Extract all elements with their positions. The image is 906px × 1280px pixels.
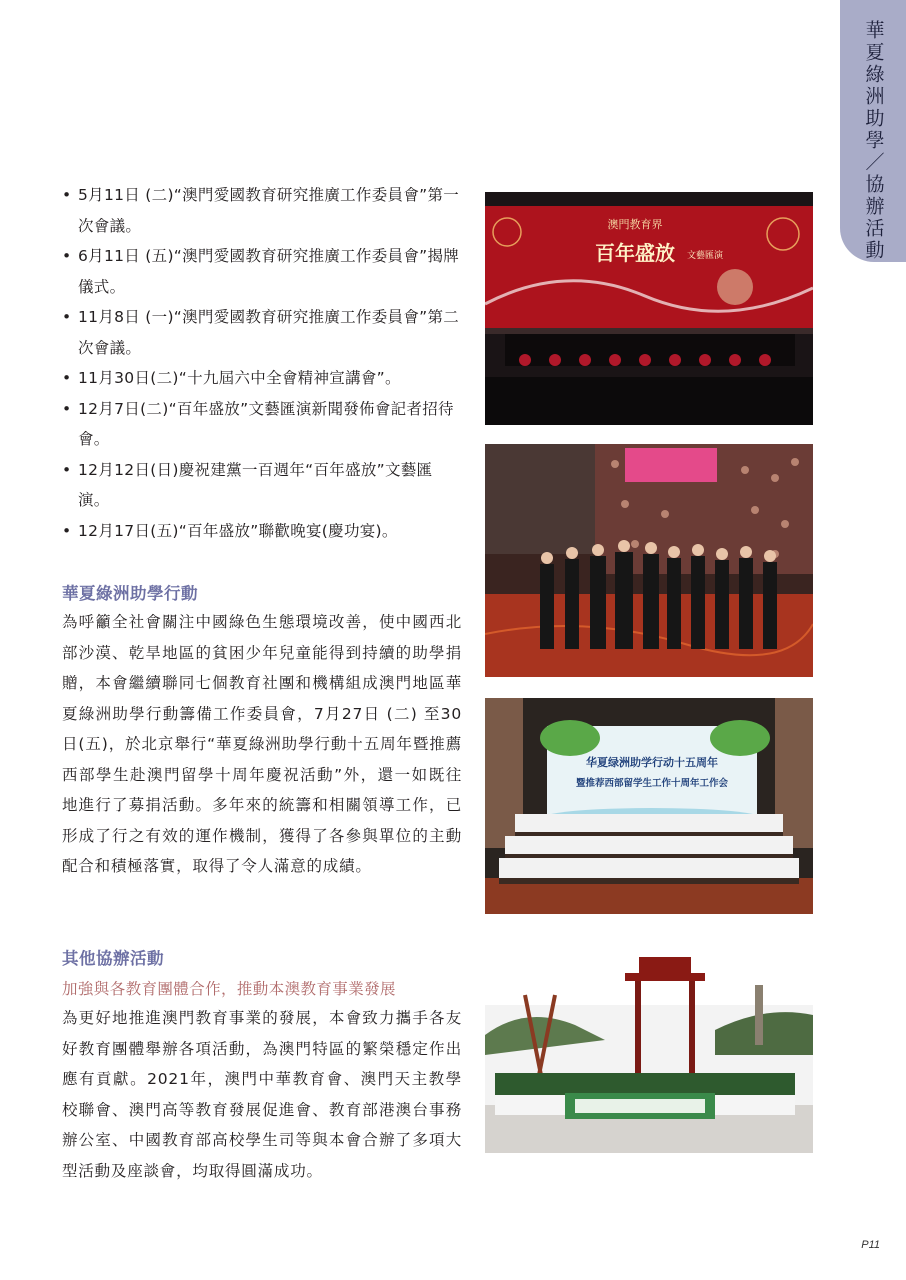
- section-subtitle: 加強與各教育團體合作，推動本澳教育事業發展: [62, 980, 396, 998]
- stage-title-text: 百年盛放: [595, 241, 675, 265]
- event-item: • 11月8日 (一)“澳門愛國教育研究推廣工作委員會”第二次會議。: [62, 302, 462, 363]
- event-item: • 12月12日(日)慶祝建黨一百週年“百年盛放”文藝匯演。: [62, 455, 462, 516]
- event-item: • 6月11日 (五)“澳門愛國教育研究推廣工作委員會”揭牌儀式。: [62, 241, 462, 302]
- stage-top-text: 澳門教育界: [607, 218, 663, 231]
- other-paragraph: 為更好地推進澳門教育事業的發展，本會致力攜手各友好教育團體舉辦各項活動，為澳門特區的繁榮穩定作出應有貢獻。2021年，澳門中華教育會、澳門天主教學校聯會、澳門高等教育發展促進會、教育部港澳台事務辦公室、中國教育部高校學生司等與本會合辦了多項大型活動及座談會，均取得圓滿成功。: [62, 1009, 462, 1180]
- section-title-other: 其他協辦活動: [62, 949, 164, 968]
- banner-line2: 暨推荐西部留学生工作十周年工作会: [575, 778, 729, 789]
- page-number: P11: [861, 1239, 880, 1251]
- oasis-paragraph: 為呼籲全社會關注中國綠色生態環境改善，使中國西北部沙漠、乾旱地區的貧困少年兒童能得到持續的助學捐贈，本會繼續聯同七個教育社團和機構組成澳門地區華夏綠洲助學行動籌備工作委員會，7月27日 (二) 至30日(五)，於北京舉行“華夏綠洲助學行動十五周年暨推薦西部學生赴澳門留學十周年慶祝活動”外，還一如既往地進行了募捐活動。多年來的統籌和相關領導工作，已形成了行之有效的運作機制，獲得了各參與單位的主動配合和積極落實，取得了令人滿意的成績。: [62, 613, 462, 875]
- photo-outdoor-gate: [485, 945, 813, 1153]
- section-title-oasis: 華夏綠洲助學行動: [62, 584, 198, 603]
- bullet-icon: •: [62, 247, 72, 265]
- photo-student-group: [485, 698, 813, 914]
- stage-sub-text: 文藝匯演: [686, 251, 724, 261]
- event-item: • 5月11日 (二)“澳門愛國教育研究推廣工作委員會”第一次會議。: [62, 180, 462, 241]
- bullet-icon: •: [62, 308, 72, 326]
- photo-banquet-group: [485, 444, 813, 677]
- banner-line1: 华夏绿洲助学行动十五周年: [586, 756, 718, 769]
- bullet-icon: •: [62, 521, 72, 540]
- side-tab: [840, 0, 906, 262]
- event-item: • 12月7日(二)“百年盛放”文藝匯演新聞發佈會記者招待會。: [62, 394, 462, 455]
- event-list: [62, 180, 462, 546]
- photo-stage-ceremony: [485, 192, 813, 425]
- bullet-icon: •: [62, 399, 72, 418]
- side-tab-label: 華夏綠洲助學／協辦活動: [862, 20, 885, 262]
- bullet-icon: •: [62, 460, 72, 479]
- bullet-icon: •: [62, 369, 72, 387]
- bullet-icon: •: [62, 186, 72, 204]
- event-item: • 12月17日(五)“百年盛放”聯歡晚宴(慶功宴)。: [62, 516, 462, 547]
- event-item: • 11月30日(二)“十九屆六中全會精神宣講會”。: [62, 363, 462, 394]
